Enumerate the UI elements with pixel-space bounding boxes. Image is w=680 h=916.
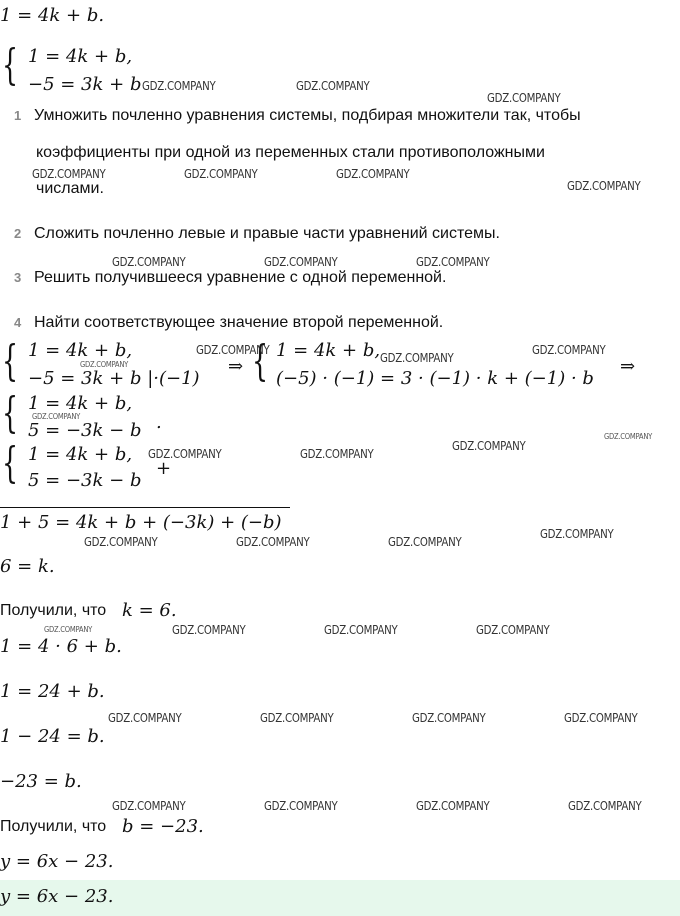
step-number: 4 bbox=[14, 315, 22, 330]
watermark: GDZ.COMPANY bbox=[416, 799, 490, 813]
watermark: GDZ.COMPANY bbox=[324, 623, 398, 637]
system-brace: { bbox=[252, 336, 269, 385]
system-eq: −5 = 3k + b bbox=[28, 74, 142, 95]
watermark: GDZ.COMPANY bbox=[184, 167, 258, 181]
step-text-cont: коэффициенты при одной из переменных стали противоположными bbox=[36, 144, 545, 161]
watermark: GDZ.COMPANY bbox=[148, 447, 222, 461]
system-eq: 1 = 4k + b, bbox=[28, 340, 133, 361]
watermark: GDZ.COMPANY bbox=[564, 711, 638, 725]
step-text: Решить получившееся уравнение с одной переменной. bbox=[34, 269, 447, 286]
equation-line: 1 = 4 · 6 + b. bbox=[0, 636, 122, 657]
watermark: GDZ.COMPANY bbox=[112, 799, 186, 813]
watermark: GDZ.COMPANY bbox=[452, 439, 526, 453]
watermark: GDZ.COMPANY bbox=[32, 412, 81, 421]
watermark: GDZ.COMPANY bbox=[604, 432, 653, 441]
watermark: GDZ.COMPANY bbox=[196, 343, 270, 357]
watermark: GDZ.COMPANY bbox=[532, 343, 606, 357]
plus-sign: + bbox=[156, 458, 172, 479]
answer-box bbox=[0, 880, 680, 916]
step-2 bbox=[14, 225, 500, 243]
watermark: GDZ.COMPANY bbox=[336, 167, 410, 181]
watermark: GDZ.COMPANY bbox=[300, 447, 374, 461]
step-number: 3 bbox=[14, 270, 22, 285]
system-brace: { bbox=[2, 40, 19, 89]
step-3 bbox=[14, 269, 446, 287]
watermark: GDZ.COMPANY bbox=[80, 360, 129, 369]
equation-line: 1 = 24 + b. bbox=[0, 681, 105, 702]
system-eq: 1 = 4k + b, bbox=[28, 393, 133, 414]
result-math: b = −23. bbox=[122, 816, 204, 837]
watermark: GDZ.COMPANY bbox=[260, 711, 334, 725]
step-text: Найти соответствующее значение второй переменной. bbox=[34, 314, 444, 331]
step-number: 2 bbox=[14, 226, 22, 241]
arrow: ⇒ bbox=[620, 356, 636, 377]
watermark: GDZ.COMPANY bbox=[236, 535, 310, 549]
step-4 bbox=[14, 314, 443, 332]
watermark: GDZ.COMPANY bbox=[476, 623, 550, 637]
watermark: GDZ.COMPANY bbox=[112, 255, 186, 269]
watermark: GDZ.COMPANY bbox=[264, 799, 338, 813]
system-eq: 1 = 4k + b, bbox=[28, 46, 133, 67]
watermark: GDZ.COMPANY bbox=[44, 625, 93, 634]
watermark: GDZ.COMPANY bbox=[540, 527, 614, 541]
sum-line bbox=[0, 507, 290, 508]
watermark: GDZ.COMPANY bbox=[568, 799, 642, 813]
watermark: GDZ.COMPANY bbox=[264, 255, 338, 269]
system-eq: 5 = −3k − b bbox=[28, 420, 142, 441]
watermark: GDZ.COMPANY bbox=[388, 535, 462, 549]
equation-line: 1 = 4k + b. bbox=[0, 5, 105, 26]
equation-line: −23 = b. bbox=[0, 771, 82, 792]
step-text: Умножить почленно уравнения системы, подбирая множители так, чтобы bbox=[34, 107, 581, 124]
system-brace: { bbox=[2, 438, 19, 487]
system-eq: −5 = 3k + b |·(−1) bbox=[28, 368, 200, 389]
watermark: GDZ.COMPANY bbox=[487, 91, 561, 105]
step-number: 1 bbox=[14, 108, 22, 123]
equation-line: 6 = k. bbox=[0, 556, 55, 577]
watermark: GDZ.COMPANY bbox=[172, 623, 246, 637]
equation-line: y = 6x − 23. bbox=[0, 851, 114, 872]
result-math: k = 6. bbox=[122, 600, 177, 621]
system-eq: (−5) · (−1) = 3 · (−1) · k + (−1) · b bbox=[276, 368, 594, 389]
watermark: GDZ.COMPANY bbox=[142, 79, 216, 93]
watermark: GDZ.COMPANY bbox=[412, 711, 486, 725]
watermark: GDZ.COMPANY bbox=[108, 711, 182, 725]
step-text-cont: числами. bbox=[36, 180, 104, 197]
watermark: GDZ.COMPANY bbox=[296, 79, 370, 93]
system-eq: 1 = 4k + b, bbox=[276, 340, 381, 361]
step-text: Сложить почленно левые и правые части уравнений системы. bbox=[34, 225, 500, 242]
answer-equation: y = 6x − 23. bbox=[0, 886, 114, 907]
system-brace: { bbox=[2, 336, 19, 385]
equation-line: 1 − 24 = b. bbox=[0, 726, 105, 747]
arrow: ⇒ bbox=[228, 356, 244, 377]
watermark: GDZ.COMPANY bbox=[32, 167, 106, 181]
watermark: GDZ.COMPANY bbox=[416, 255, 490, 269]
watermark: GDZ.COMPANY bbox=[380, 351, 454, 365]
result-text: Получили, что bbox=[0, 602, 107, 619]
result-text: Получили, что bbox=[0, 818, 107, 835]
system-brace: { bbox=[2, 388, 19, 437]
step-1 bbox=[14, 107, 581, 125]
system-eq: 5 = −3k − b bbox=[28, 470, 142, 491]
dot: . bbox=[156, 412, 162, 433]
equation-line: 1 + 5 = 4k + b + (−3k) + (−b) bbox=[0, 512, 282, 533]
watermark: GDZ.COMPANY bbox=[84, 535, 158, 549]
watermark: GDZ.COMPANY bbox=[567, 179, 641, 193]
system-eq: 1 = 4k + b, bbox=[28, 444, 133, 465]
